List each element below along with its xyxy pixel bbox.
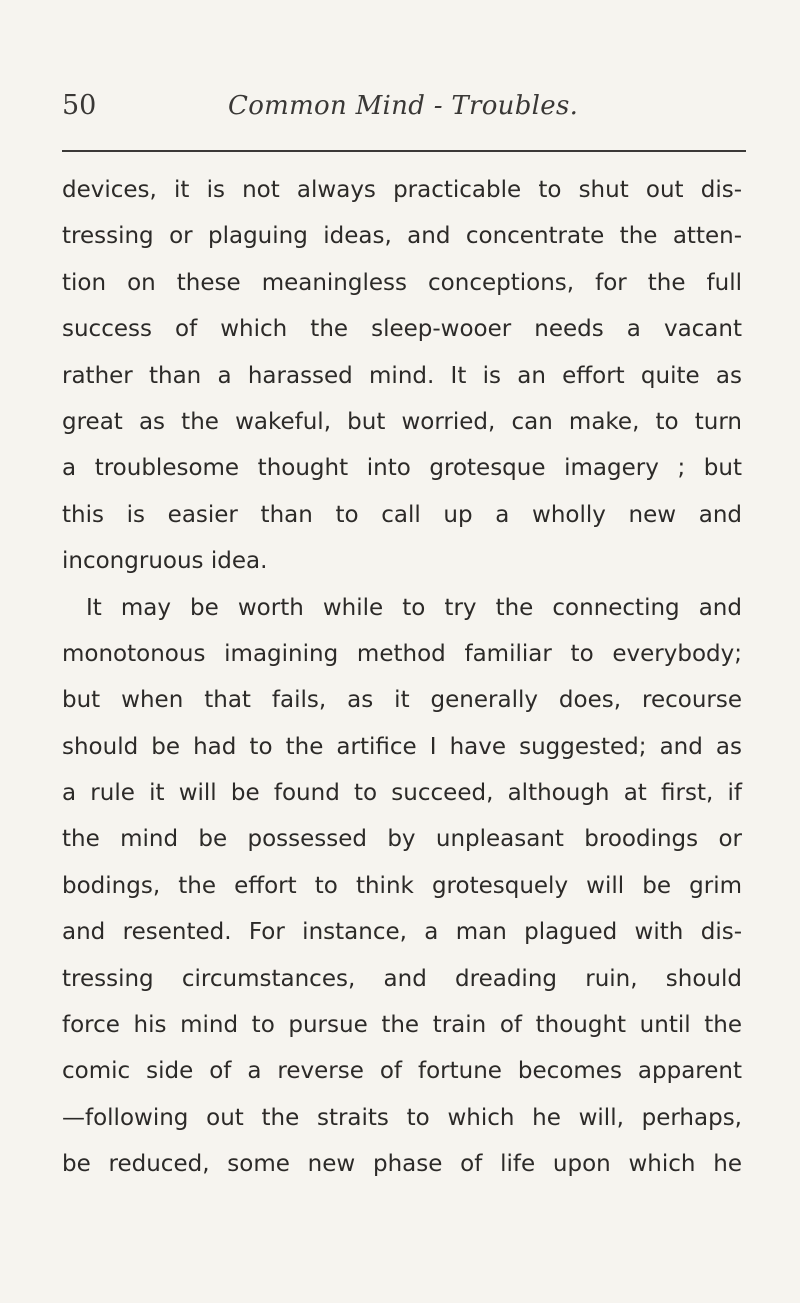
text-line: devices, it is not always practicable to shut out dis- xyxy=(62,177,742,203)
text-line: great as the wakeful, but worried, can make, to turn xyxy=(62,408,742,435)
running-head: Common Mind - Troubles. xyxy=(228,91,579,121)
text-line: comic side of a reverse of fortune becomes apparent xyxy=(62,1058,742,1085)
text-line: the mind be possessed by unpleasant broodings or xyxy=(62,826,742,853)
text-line: and resented. For instance, a man plagued with dis- xyxy=(62,919,742,946)
text-line: this is easier than to call up a wholly new and xyxy=(62,501,742,528)
text-line: bodings, the effort to think grotesquely will be grim xyxy=(62,872,742,899)
text-line: —following out the straits to which he will, perhaps, xyxy=(62,1104,742,1131)
text-line: a rule it will be found to succeed, although at first, if xyxy=(62,780,742,807)
text-line: should be had to the artifice I have suggested; and as xyxy=(62,733,742,760)
page-number: 50 xyxy=(62,90,97,121)
header-rule xyxy=(62,150,746,152)
body-text xyxy=(62,167,742,1188)
text-line: tressing circumstances, and dreading ruin, should xyxy=(62,965,742,992)
text-line: tion on these meaningless conceptions, for the full xyxy=(62,269,742,296)
text-line: It may be worth while to try the connecting and xyxy=(86,594,742,621)
text-line: rather than a harassed mind. It is an effort quite as xyxy=(62,362,742,389)
text-line: force his mind to pursue the train of thought until the xyxy=(62,1012,742,1039)
page-header xyxy=(62,86,742,126)
text-line: a troublesome thought into grotesque imagery ; but xyxy=(62,455,742,482)
text-line: monotonous imagining method familiar to everybody; xyxy=(62,640,742,667)
text-line: tressing or plaguing ideas, and concentrate the atten- xyxy=(62,223,742,250)
text-line: but when that fails, as it generally does, recourse xyxy=(62,687,742,714)
text-line: incongruous idea. xyxy=(62,548,268,575)
text-line: be reduced, some new phase of life upon which he xyxy=(62,1151,742,1178)
text-line: success of which the sleep-wooer needs a vacant xyxy=(62,316,742,343)
